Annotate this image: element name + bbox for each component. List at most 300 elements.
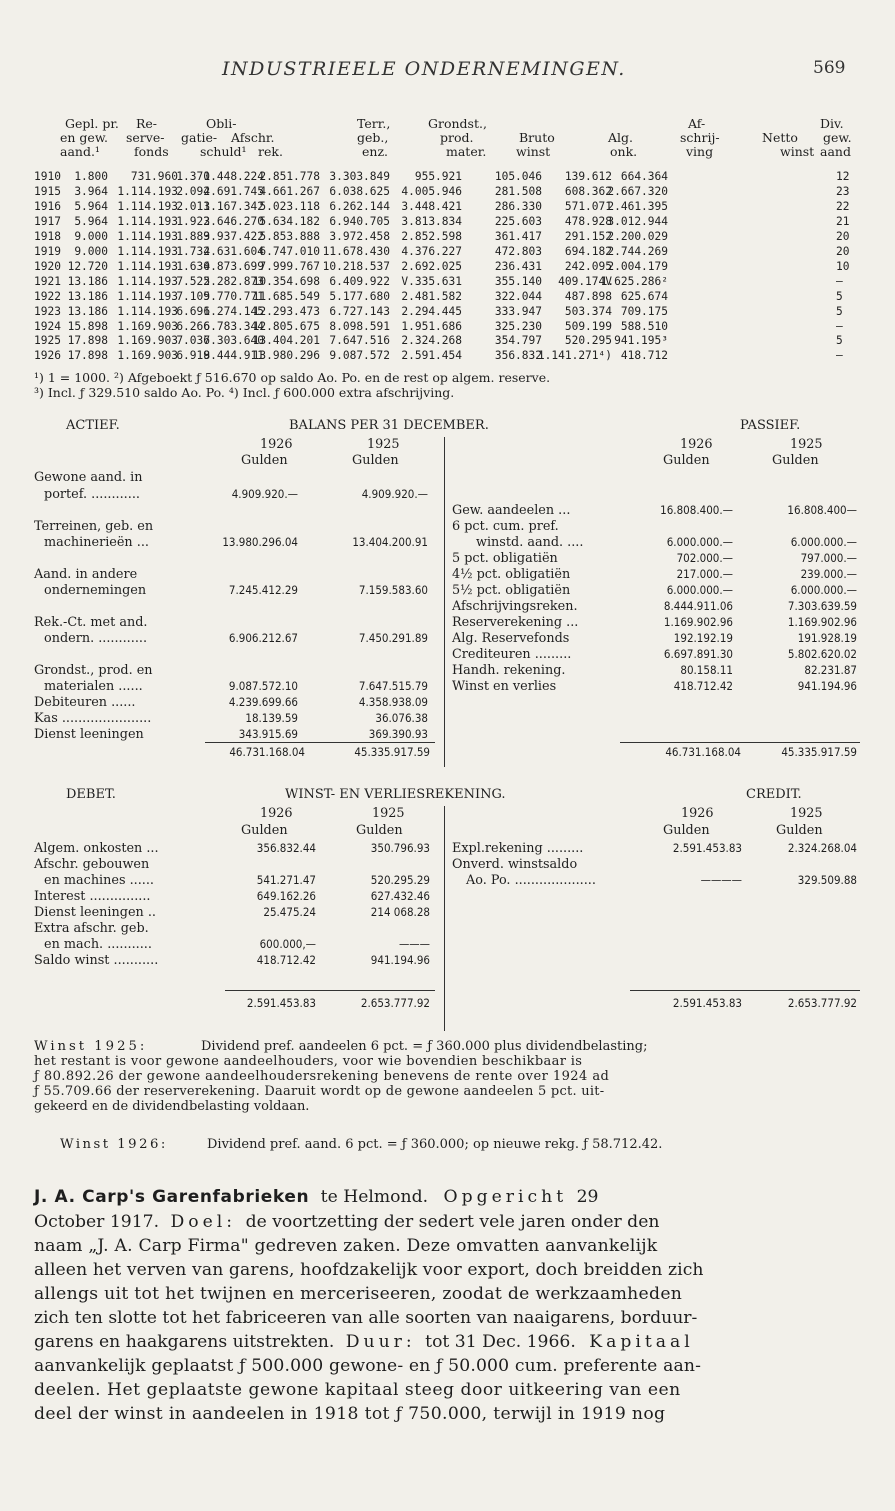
stat-cell: 1.169.903 xyxy=(117,319,178,333)
stat-cell: 1.114.193 xyxy=(117,304,178,318)
stat-cell: 13.186 xyxy=(67,289,108,303)
stat-cell: 5.964 xyxy=(74,214,108,228)
actief-label: ondern. ............ xyxy=(44,631,148,646)
passief-value-1925: 16.808.400— xyxy=(787,503,857,517)
actief-value-1925: 7.450.291.89 xyxy=(358,631,428,645)
col-header: Re- xyxy=(136,116,158,131)
stat-cell: 1.922 xyxy=(176,214,210,228)
stat-cell: 2.481.582 xyxy=(401,289,462,303)
stat-cell: 1.800 xyxy=(74,170,108,183)
stat-cell: 7.522 xyxy=(176,274,210,288)
unit-label: Gulden xyxy=(241,823,288,838)
actief-label: ondernemingen xyxy=(44,583,147,598)
col-header: aand.¹ xyxy=(60,144,100,159)
stat-cell: 12.293.473 xyxy=(252,304,320,318)
col-header: rek. xyxy=(258,144,283,159)
total-rule xyxy=(225,990,435,991)
stat-cell: 13.404.201 xyxy=(252,334,320,348)
company-line: deelen. Het geplaatste gewone kapitaal steeg door uitkeering van een xyxy=(34,1380,681,1400)
passief-label: 4½ pct. obligatiën xyxy=(452,567,571,582)
stat-cell: 2.200.029 xyxy=(607,229,668,243)
stat-cell: 3.972.458 xyxy=(329,229,390,243)
text-segment: 29 xyxy=(576,1187,599,1207)
stat-cell: 709.175 xyxy=(620,304,668,318)
stats-footnote: ³) Incl. ƒ 329.510 saldo Ao. Po. ⁴) Incl. ƒ 600.000 extra afschrijving. xyxy=(34,385,455,400)
stat-cell: 571.071 xyxy=(564,199,612,213)
passief-value-1925: 797.000.— xyxy=(800,551,857,565)
stat-cell: 3.937.422 xyxy=(203,229,264,243)
stat-cell: 731.960 xyxy=(130,170,178,183)
total-rule xyxy=(630,990,860,991)
debet-label: Algem. onkosten ... xyxy=(34,841,159,856)
actief-label: Kas ...................... xyxy=(34,711,152,726)
stat-cell: 23 xyxy=(836,184,850,198)
column-divider xyxy=(444,806,445,1031)
passief-label: Gew. aandeelen ... xyxy=(452,503,571,518)
passief-label: Handh. rekening. xyxy=(452,663,566,678)
passief-value-1926: 6.000.000.— xyxy=(666,583,733,597)
stat-cell: 322.044 xyxy=(494,289,542,303)
unit-label: Gulden xyxy=(663,453,710,468)
heading-opgericht: Opgericht xyxy=(443,1187,568,1207)
passief-value-1925: 82.231.87 xyxy=(804,663,857,677)
stat-cell: 1.630 xyxy=(176,259,210,273)
stat-cell: 4.873.699 xyxy=(203,259,264,273)
col-header: fonds xyxy=(134,144,169,159)
stat-cell: 11.678.430 xyxy=(322,244,390,258)
year-cell: 1920 xyxy=(34,259,61,273)
actief-title: ACTIEF. xyxy=(66,418,120,433)
stat-cell: 7.109 xyxy=(176,289,210,303)
stat-cell: 22 xyxy=(836,199,850,213)
year-cell: 1925 xyxy=(34,334,61,348)
stat-cell: 17.898 xyxy=(67,334,108,348)
actief-value-1926: 343.915.69 xyxy=(238,727,298,741)
stat-cell: 4.376.227 xyxy=(401,244,462,258)
stat-cell: 1.169.903 xyxy=(117,334,178,348)
credit-title: CREDIT. xyxy=(746,787,802,802)
stat-cell: 15.898 xyxy=(67,319,108,333)
passief-value-1925: 239.000.— xyxy=(800,567,857,581)
stat-cell: 12 xyxy=(836,170,850,183)
stat-cell: 1.625.286² xyxy=(600,274,668,288)
total-rule xyxy=(205,742,435,743)
stat-cell: 4.661.267 xyxy=(259,184,320,198)
passief-value-1926: 80.158.11 xyxy=(680,663,733,677)
passief-value-1926: 6.000.000.— xyxy=(666,535,733,549)
company-name: J. A. Carp's Garenfabrieken xyxy=(34,1187,310,1207)
stat-cell: 281.508 xyxy=(494,184,542,198)
stat-cell: 10.354.698 xyxy=(252,274,320,288)
credit-label: Expl.rekening ......... xyxy=(452,841,584,856)
stat-cell: 13.186 xyxy=(67,274,108,288)
debet-label: en mach. ........... xyxy=(44,937,152,952)
text-line: ƒ 80.892.26 der gewone aandeelhoudersrekening benevens de rente over 1924 ad xyxy=(34,1069,610,1084)
stat-cell: 6.274.145 xyxy=(203,304,264,318)
debet-value-1926: 600.000,— xyxy=(259,937,316,951)
stat-cell: 478.928 xyxy=(564,214,612,228)
stat-cell: 225.603 xyxy=(494,214,542,228)
stat-cell: 333.947 xyxy=(494,304,542,318)
stat-cell: — xyxy=(836,274,843,288)
passief-total-1925: 45.335.917.59 xyxy=(781,745,857,759)
stat-cell: 955.921 xyxy=(414,170,462,183)
stat-cell: 588.510 xyxy=(620,319,668,333)
debet-value-1925: ——— xyxy=(398,937,430,951)
passief-label: Alg. Reservefonds xyxy=(452,631,570,646)
stat-cell: 12.805.675 xyxy=(252,319,320,333)
company-line: alleen het verven van garens, hoofdzakelijk voor export, doch breidden zich xyxy=(34,1260,704,1280)
col-header: en gew. xyxy=(60,130,109,145)
passief-value-1925: 1.169.902.96 xyxy=(787,615,857,629)
running-head: INDUSTRIEELE ONDERNEMINGEN. xyxy=(222,58,626,80)
stat-cell: 7.303.640 xyxy=(203,334,264,348)
passief-label: Winst en verlies xyxy=(452,679,557,694)
passief-value-1926: 6.697.891.30 xyxy=(663,647,733,661)
passief-label: Reserverekening ... xyxy=(452,615,579,630)
passief-value-1925: 7.303.639.59 xyxy=(787,599,857,613)
debet-value-1925: 350.796.93 xyxy=(370,841,430,855)
stat-cell: 1.141.271⁴) xyxy=(537,349,612,363)
year-cell: 1924 xyxy=(34,319,61,333)
stat-cell: 242.095 xyxy=(564,259,612,273)
actief-total-1926: 46.731.168.04 xyxy=(229,745,305,759)
stat-cell: 356.832 xyxy=(494,349,542,363)
col-header: winst xyxy=(780,144,815,159)
actief-value-1925: 13.404.200.91 xyxy=(352,535,428,549)
stat-cell: — xyxy=(836,349,843,363)
debet-value-1926: 649.162.26 xyxy=(256,889,316,903)
stat-cell: 21 xyxy=(836,214,850,228)
passief-value-1925: 5.802.620.02 xyxy=(787,647,857,661)
stat-cell: 2.851.778 xyxy=(259,170,320,183)
stat-cell: 625.674 xyxy=(620,289,668,303)
col-header: Obli- xyxy=(206,116,237,131)
stat-cell: 5.853.888 xyxy=(259,229,320,243)
stat-cell: 1.114.193 xyxy=(117,229,178,243)
debet-value-1926: 541.271.47 xyxy=(256,873,316,887)
debet-label: Saldo winst ........... xyxy=(34,953,159,968)
debet-total-1926: 2.591.453.83 xyxy=(246,996,316,1010)
col-header: geb., xyxy=(357,130,389,145)
year-1926: 1926 xyxy=(680,437,713,452)
stat-cell: 6.691 xyxy=(176,304,210,318)
pl-title: WINST- EN VERLIESREKENING. xyxy=(285,787,506,802)
stat-cell: 418.712 xyxy=(620,349,668,363)
stat-cell: 1.114.193 xyxy=(117,214,178,228)
stat-cell: 2.591.454 xyxy=(401,349,462,363)
stat-cell: 3.303.849 xyxy=(329,170,390,183)
total-rule xyxy=(620,742,860,743)
actief-label: portef. ............ xyxy=(44,487,140,502)
actief-label: machinerieën ... xyxy=(44,535,149,550)
stat-cell: 6.409.922 xyxy=(329,274,390,288)
stat-cell: 941.195³ xyxy=(614,334,668,348)
stat-cell: 6.747.010 xyxy=(259,244,320,258)
stat-cell: 10 xyxy=(836,259,850,273)
credit-value-1925: 329.509.88 xyxy=(797,873,857,887)
stat-cell: 608.362 xyxy=(564,184,612,198)
passief-label: 6 pct. cum. pref. xyxy=(452,519,559,534)
passief-value-1925: 6.000.000.— xyxy=(790,583,857,597)
stat-cell: 5.964 xyxy=(74,199,108,213)
stat-cell: 6.727.143 xyxy=(329,304,390,318)
year-cell: 1916 xyxy=(34,199,61,213)
unit-label: Gulden xyxy=(772,453,819,468)
stat-cell: 6.038.625 xyxy=(329,184,390,198)
stat-cell: 472.803 xyxy=(494,244,542,258)
stat-cell: 409.174V xyxy=(558,274,612,288)
stat-cell: 1.114.193 xyxy=(117,244,178,258)
stat-cell: 3.646.270 xyxy=(203,214,264,228)
col-header: gew. xyxy=(823,130,852,145)
year-cell: 1910 xyxy=(34,170,61,183)
credit-label: Onverd. winstsaldo xyxy=(452,857,578,872)
col-header: Af- xyxy=(688,116,706,131)
actief-label: Terreinen, geb. en xyxy=(34,519,154,534)
col-header: Div. xyxy=(820,116,844,131)
year-1926: 1926 xyxy=(260,806,293,821)
stat-cell: 291.152 xyxy=(564,229,612,243)
stat-cell: 2.692.025 xyxy=(401,259,462,273)
passief-label: 5½ pct. obligatiën xyxy=(452,583,571,598)
col-header: Bruto xyxy=(519,130,555,145)
company-line: naam „J. A. Carp Firma" gedreven zaken. Deze omvatten aanvankelijk xyxy=(34,1236,658,1256)
col-header: winst xyxy=(516,144,551,159)
stat-cell: 5.282.873 xyxy=(203,274,264,288)
winst-1926-label: Winst 1926: xyxy=(60,1137,168,1152)
col-header: Alg. xyxy=(608,130,633,145)
passief-value-1926: 192.192.19 xyxy=(673,631,733,645)
year-1925: 1925 xyxy=(372,806,405,821)
column-divider xyxy=(444,437,445,767)
actief-label: Dienst leeningen xyxy=(34,727,144,742)
unit-label: Gulden xyxy=(241,453,288,468)
company-line: zich ten slotte tot het fabriceeren van alle soorten van naaigarens, borduur- xyxy=(34,1308,698,1328)
debet-value-1926: 25.475.24 xyxy=(263,905,316,919)
col-header: mater. xyxy=(446,144,487,159)
stat-cell: 11.685.549 xyxy=(252,289,320,303)
actief-value-1925: 4.358.938.09 xyxy=(358,695,428,709)
passief-total-1926: 46.731.168.04 xyxy=(665,745,741,759)
text-segment: garens en haakgarens uitstrekten. xyxy=(34,1332,335,1352)
stat-cell: 3.448.421 xyxy=(401,199,462,213)
stat-cell: 5.770.771 xyxy=(203,289,264,303)
passief-label: winstd. aand. .... xyxy=(476,535,584,550)
debet-total-1925: 2.653.777.92 xyxy=(360,996,430,1010)
company-line: aanvankelijk geplaatst ƒ 500.000 gewone- en ƒ 50.000 cum. preferente aan- xyxy=(34,1356,702,1376)
stat-cell: 286.330 xyxy=(494,199,542,213)
unit-label: Gulden xyxy=(776,823,823,838)
stat-cell: 10.218.537 xyxy=(322,259,390,273)
stat-cell: 2.094 xyxy=(176,184,210,198)
credit-value-1926: 2.591.453.83 xyxy=(672,841,742,855)
credit-total-1926: 2.591.453.83 xyxy=(672,996,742,1010)
actief-value-1926: 13.980.296.04 xyxy=(222,535,298,549)
text-segment: October 1917. xyxy=(34,1212,160,1232)
actief-label: Gewone aand. in xyxy=(34,470,143,485)
stat-cell: 7.647.516 xyxy=(329,334,390,348)
stat-cell: 17.898 xyxy=(67,349,108,363)
stat-cell: 13.980.296 xyxy=(252,349,320,363)
col-header: gatie- xyxy=(181,130,218,145)
debet-label: Dienst leeningen .. xyxy=(34,905,156,920)
passief-label: Crediteuren ......... xyxy=(452,647,572,662)
page-number: 569 xyxy=(813,58,846,78)
stat-cell: 3.964 xyxy=(74,184,108,198)
stat-cell: 5.634.182 xyxy=(259,214,320,228)
actief-value-1925: 7.159.583.60 xyxy=(358,583,428,597)
stat-cell: 520.295 xyxy=(564,334,612,348)
stat-cell: 1.114.193 xyxy=(117,289,178,303)
stat-cell: 236.431 xyxy=(494,259,542,273)
col-header: schuld¹ xyxy=(200,144,247,159)
stat-cell: 20 xyxy=(836,244,850,258)
unit-label: Gulden xyxy=(356,823,403,838)
passief-label: Afschrijvingsreken. xyxy=(452,599,578,614)
passief-value-1925: 191.928.19 xyxy=(797,631,857,645)
stat-cell: 7.036 xyxy=(176,334,210,348)
stat-cell: 2.324.268 xyxy=(401,334,462,348)
col-header: enz. xyxy=(362,144,389,159)
actief-value-1926: 4.239.699.66 xyxy=(228,695,298,709)
actief-value-1925: 369.390.93 xyxy=(368,727,428,741)
text-segment: de voortzetting der sedert vele jaren onder den xyxy=(245,1212,660,1232)
heading-kapitaal: Kapitaal xyxy=(589,1332,694,1352)
debet-label: en machines ...... xyxy=(44,873,155,888)
stat-cell: 4.631.604 xyxy=(203,244,264,258)
stat-cell: 664.364 xyxy=(620,170,668,183)
year-cell: 1922 xyxy=(34,289,61,303)
stat-cell: 105.046 xyxy=(494,170,542,183)
stat-cell: 1.732 xyxy=(176,244,210,258)
stat-cell: 9.000 xyxy=(74,229,108,243)
stat-cell: 6.262.144 xyxy=(329,199,390,213)
col-header: onk. xyxy=(610,144,638,159)
stat-cell: 8.098.591 xyxy=(329,319,390,333)
debet-value-1926: 418.712.42 xyxy=(256,953,316,967)
unit-label: Gulden xyxy=(352,453,399,468)
actief-label: Rek.-Ct. met and. xyxy=(34,615,148,630)
year-1925: 1925 xyxy=(790,806,823,821)
stat-cell: 2.294.445 xyxy=(401,304,462,318)
stat-cell: 361.417 xyxy=(494,229,542,243)
year-cell: 1915 xyxy=(34,184,61,198)
passief-value-1926: 217.000.— xyxy=(676,567,733,581)
debet-title: DEBET. xyxy=(66,787,116,802)
col-header: Netto xyxy=(762,130,798,145)
stat-cell: V.335.631 xyxy=(401,274,462,288)
stats-footnote: ¹) 1 = 1000. ²) Afgeboekt ƒ 516.670 op saldo Ao. Po. en de rest op algem. reserve. xyxy=(34,370,551,385)
debet-value-1925: 627.432.46 xyxy=(370,889,430,903)
stat-cell: 3.012.944 xyxy=(607,214,668,228)
debet-value-1926: 356.832.44 xyxy=(256,841,316,855)
balance-title: BALANS PER 31 DECEMBER. xyxy=(289,418,489,433)
year-1926: 1926 xyxy=(260,437,293,452)
debet-value-1925: 520.295.29 xyxy=(370,873,430,887)
year-1926: 1926 xyxy=(681,806,714,821)
stat-cell: 694.182 xyxy=(564,244,612,258)
stat-cell: 1.114.193 xyxy=(117,274,178,288)
passief-value-1926: 1.169.902.96 xyxy=(663,615,733,629)
stat-cell: 503.374 xyxy=(564,304,612,318)
stat-cell: 5 xyxy=(836,334,843,348)
col-header: Afschr. xyxy=(231,130,275,145)
stat-cell: 2.011 xyxy=(176,199,210,213)
year-cell: 1921 xyxy=(34,274,61,288)
actief-label: Debiteuren ...... xyxy=(34,695,136,710)
stat-cell: 13.186 xyxy=(67,304,108,318)
year-1925: 1925 xyxy=(790,437,823,452)
actief-value-1926: 18.139.59 xyxy=(245,711,298,725)
stat-cell: 2.004.179 xyxy=(607,259,668,273)
stat-cell: 487.898 xyxy=(564,289,612,303)
stat-cell: 1.951.686 xyxy=(401,319,462,333)
text-segment: tot 31 Dec. 1966. xyxy=(425,1332,576,1352)
year-1925: 1925 xyxy=(367,437,400,452)
stat-cell: 354.797 xyxy=(494,334,542,348)
col-header: serve- xyxy=(126,130,165,145)
stat-cell: 325.230 xyxy=(494,319,542,333)
actief-label: Aand. in andere xyxy=(34,567,138,582)
company-line xyxy=(34,1331,694,1354)
stat-cell: 3.167.342 xyxy=(203,199,264,213)
text-line: Dividend pref. aand. 6 pct. = ƒ 360.000; op nieuwe rekg. ƒ 58.712.42. xyxy=(207,1137,663,1152)
stat-cell: 1.448.224 xyxy=(203,170,264,183)
passief-value-1926: 418.712.42 xyxy=(673,679,733,693)
actief-value-1925: 7.647.515.79 xyxy=(358,679,428,693)
year-cell: 1918 xyxy=(34,229,61,243)
credit-value-1926: ———— xyxy=(700,873,742,887)
actief-value-1926: 4.909.920.— xyxy=(231,487,298,501)
text-line: ƒ 55.709.66 der reserverekening. Daaruit wordt op de gewone aandeelen 5 pct. uit- xyxy=(34,1084,605,1099)
stat-cell: 1.370 xyxy=(176,170,210,183)
stat-cell: 5 xyxy=(836,304,843,318)
col-header: Terr., xyxy=(357,116,391,131)
stat-cell: 4.005.946 xyxy=(401,184,462,198)
company-line: allengs uit tot het twijnen en merceriseeren, zoodat de werkzaamheden xyxy=(34,1284,683,1304)
stat-cell: 355.140 xyxy=(494,274,542,288)
text-line: gekeerd en de dividendbelasting voldaan. xyxy=(34,1099,310,1114)
stat-cell: 9.087.572 xyxy=(329,349,390,363)
stat-cell: 1.169.903 xyxy=(117,349,178,363)
text-segment: te Helmond. xyxy=(320,1187,429,1207)
winst-1925-label: Winst 1925: xyxy=(34,1039,148,1054)
col-header: Gepl. pr. xyxy=(65,116,119,131)
stat-cell: 6.919 xyxy=(176,349,210,363)
year-cell: 1923 xyxy=(34,304,61,318)
stat-cell: 1.889 xyxy=(176,229,210,243)
unit-label: Gulden xyxy=(663,823,710,838)
heading-doel: Doel: xyxy=(170,1212,237,1232)
stat-cell: 6.940.705 xyxy=(329,214,390,228)
credit-value-1925: 2.324.268.04 xyxy=(787,841,857,855)
stat-cell: 12.720 xyxy=(67,259,108,273)
col-header: ving xyxy=(686,144,714,159)
stat-cell: 9.000 xyxy=(74,244,108,258)
actief-value-1926: 7.245.412.29 xyxy=(228,583,298,597)
debet-value-1925: 941.194.96 xyxy=(370,953,430,967)
actief-value-1925: 4.909.920.— xyxy=(361,487,428,501)
actief-label: materialen ...... xyxy=(44,679,143,694)
passief-value-1926: 8.444.911.06 xyxy=(663,599,733,613)
stat-cell: 2.852.598 xyxy=(401,229,462,243)
passief-label: 5 pct. obligatiën xyxy=(452,551,558,566)
stat-cell: 3.813.834 xyxy=(401,214,462,228)
stat-cell: 1.114.193 xyxy=(117,259,178,273)
passief-value-1926: 702.000.— xyxy=(676,551,733,565)
year-cell: 1917 xyxy=(34,214,61,228)
